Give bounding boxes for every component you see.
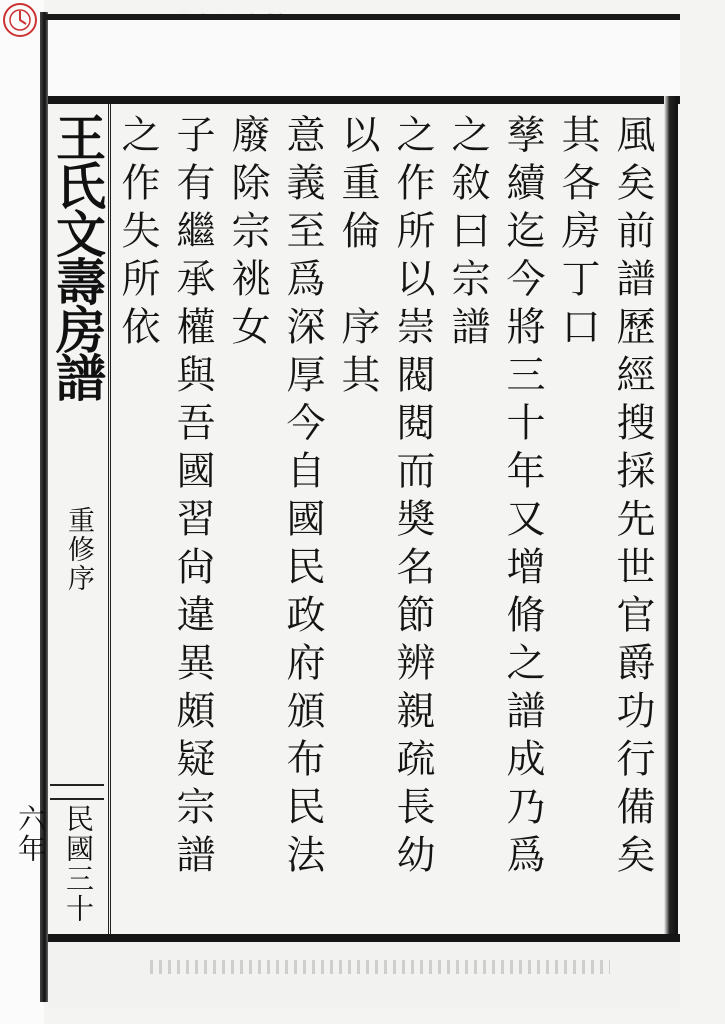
text-column: 孳續迄今將三十年又增脩之譜成乃爲之敘曰宗譜	[445, 114, 545, 882]
book-title: 王氏文壽房譜	[48, 112, 107, 400]
edition-date: 民國三十六年	[14, 804, 95, 924]
frame-bottom-rule	[48, 934, 680, 942]
bottom-margin	[48, 942, 680, 1008]
top-margin	[48, 20, 680, 96]
fishtail-mark	[50, 784, 104, 800]
text-column: 意義至爲深厚今自國民政府頒布民法廢除宗祧女	[225, 114, 325, 882]
preface-text	[112, 114, 660, 914]
text-column: 風矣前譜歷經搜採先世官爵功行備矣其各房丁口	[555, 114, 655, 882]
text-column: 子有繼承權與吾國習尙違異頗疑宗譜之作失所依	[115, 114, 215, 882]
section-title: 重修序	[63, 506, 94, 593]
frame-top-rule	[48, 96, 680, 104]
text-column: 之作所以崇閥閱而奬名節辨親疏長幼以重倫 序其	[335, 114, 435, 882]
binding-margin	[0, 0, 44, 1024]
frame-right-rule	[664, 96, 678, 942]
ink-smudge	[150, 960, 610, 974]
banxin-column	[14, 104, 111, 934]
library-logo-icon	[2, 2, 38, 38]
